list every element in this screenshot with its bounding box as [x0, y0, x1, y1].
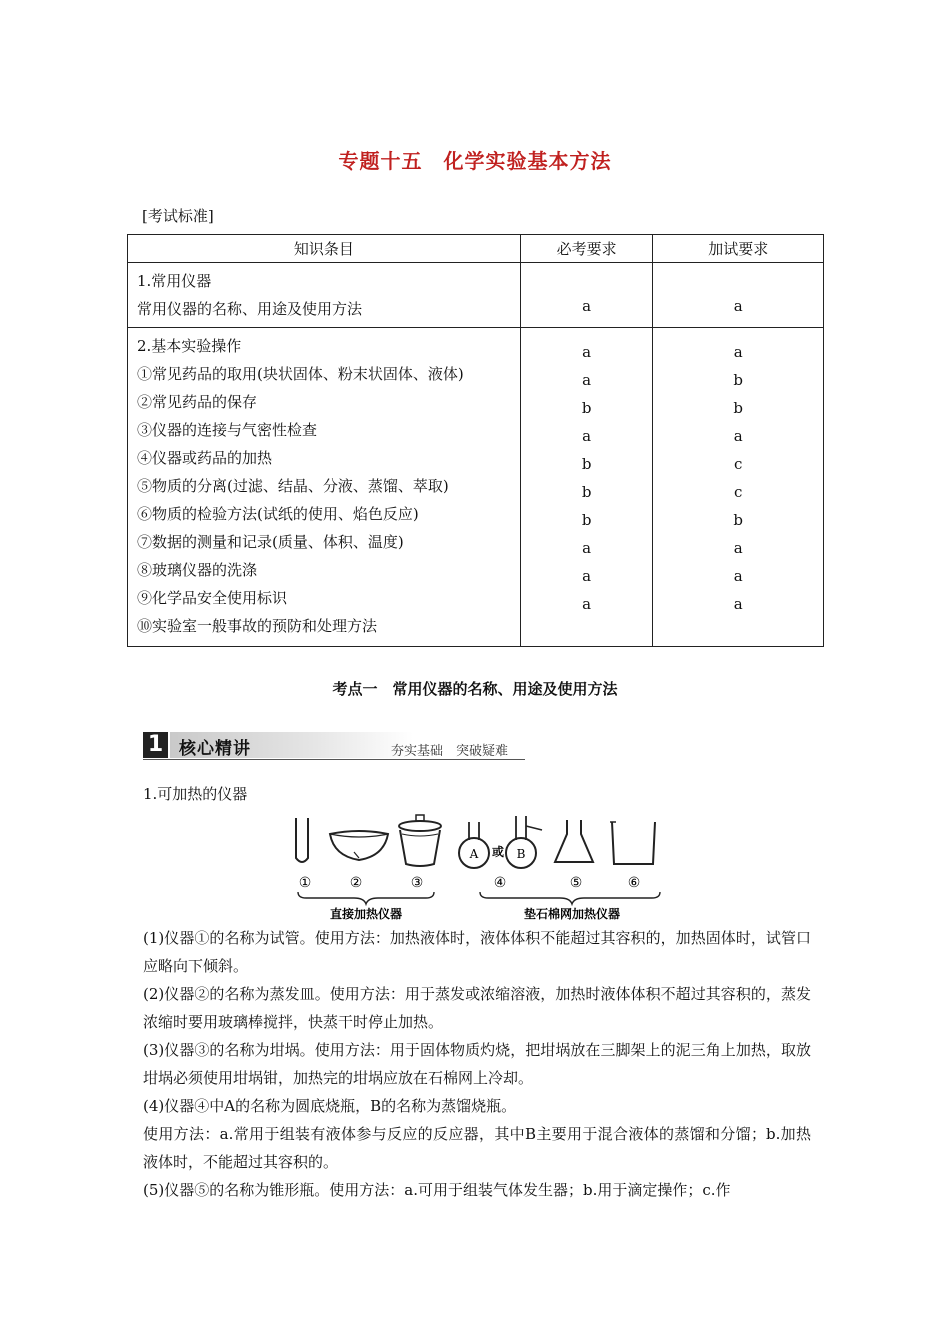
- header-knowledge: 知识条目: [128, 235, 521, 263]
- row2-item: ①常见药品的取用(块状固体、粉末状固体、液体): [137, 365, 464, 383]
- row2-item: ④仪器或药品的加热: [137, 449, 273, 467]
- standards-table: [127, 234, 824, 647]
- row1-line: 常用仪器的名称、用途及使用方法: [137, 300, 363, 318]
- banner-rule: [143, 759, 525, 760]
- section-title: 1.可加热的仪器: [143, 785, 248, 803]
- required-value: b: [581, 483, 592, 501]
- extra-value: a: [733, 567, 743, 585]
- heatable-instruments-figure: [280, 812, 680, 924]
- gauze-heating-bracket: [480, 892, 660, 904]
- gauze-heating-label: 垫石棉网加热仪器: [523, 907, 621, 921]
- instrument-number: ⑤: [569, 875, 583, 891]
- paragraph: (2)仪器②的名称为蒸发皿。使用方法：用于蒸发或浓缩溶液，加热时液体体积不超过其容积的，蒸发浓缩时要用玻璃棒搅拌，快蒸干时停止加热。: [143, 985, 811, 1031]
- row2-heading: 2.基本实验操作: [137, 337, 242, 355]
- instrument-number: ③: [410, 875, 424, 891]
- or-label: 或: [491, 845, 505, 859]
- required-value: a: [582, 539, 592, 557]
- extra-value: c: [734, 483, 743, 501]
- table-row: [128, 263, 824, 328]
- row2-extra: [653, 328, 824, 647]
- standard-label: [考试标准]: [142, 207, 214, 225]
- row1-extra: a: [653, 263, 824, 328]
- row2-item: ②常见药品的保存: [137, 393, 258, 411]
- paragraph: (1)仪器①的名称为试管。使用方法：加热液体时，液体体积不能超过其容积的，加热固体时，试管口应略向下倾斜。: [143, 929, 811, 975]
- crucible-icon: [399, 815, 441, 866]
- row2-item: ③仪器的连接与气密性检查: [137, 421, 318, 439]
- required-value: a: [582, 427, 592, 445]
- round-bottom-flask-icon: [459, 822, 489, 868]
- extra-value: b: [733, 371, 744, 389]
- paragraph: (5)仪器⑤的名称为锥形瓶。使用方法：a.可用于组装气体发生器；b.用于滴定操作；c.作: [143, 1181, 731, 1199]
- row2-knowledge: [128, 328, 521, 647]
- required-value: a: [582, 343, 592, 361]
- required-value: b: [581, 455, 592, 473]
- extra-value: b: [733, 511, 744, 529]
- instrument-number: ②: [349, 875, 363, 891]
- required-value: a: [582, 567, 592, 585]
- table-row: [128, 328, 824, 647]
- kaodian-title: 考点一 常用仪器的名称、用途及使用方法: [332, 680, 618, 698]
- row1-required: a: [520, 263, 653, 328]
- extra-value: a: [733, 343, 743, 361]
- flask-a-label: A: [469, 847, 479, 861]
- direct-heating-label: 直接加热仪器: [329, 907, 403, 921]
- row2-item: ⑩实验室一般事故的预防和处理方法: [137, 617, 378, 635]
- beaker-icon: [612, 822, 655, 864]
- row1-line: 1.常用仪器: [137, 272, 212, 290]
- extra-value: a: [733, 427, 743, 445]
- row1-knowledge: [128, 263, 521, 328]
- flask-b-label: B: [516, 847, 526, 861]
- instrument-number: ④: [493, 875, 507, 891]
- header-required: 必考要求: [520, 235, 653, 263]
- direct-heating-bracket: [298, 892, 434, 904]
- required-value: a: [582, 371, 592, 389]
- extra-value: b: [733, 399, 744, 417]
- table-header-row: [128, 235, 824, 263]
- conical-flask-icon: [555, 820, 593, 862]
- test-tube-icon: [296, 818, 308, 862]
- row2-item: ⑦数据的测量和记录(质量、体积、温度): [137, 533, 404, 551]
- instrument-number: ①: [298, 875, 312, 891]
- row2-item: ⑤物质的分离(过滤、结晶、分液、蒸馏、萃取): [137, 477, 449, 495]
- required-value: a: [582, 595, 592, 613]
- extra-value: a: [733, 539, 743, 557]
- required-value: b: [581, 399, 592, 417]
- paragraph: (3)仪器③的名称为坩埚。使用方法：用于固体物质灼烧，把坩埚放在三脚架上的泥三角上加热，取放坩埚必须使用坩埚钳，加热完的坩埚应放在石棉网上冷却。: [143, 1041, 811, 1087]
- core-banner: [143, 732, 525, 760]
- banner-number: 1: [143, 732, 168, 758]
- banner-label: 核心精讲: [179, 739, 251, 759]
- paragraph: (4)仪器④中A的名称为圆底烧瓶，B的名称为蒸馏烧瓶。: [143, 1097, 517, 1115]
- header-extra: 加试要求: [653, 235, 824, 263]
- row2-item: ⑧玻璃仪器的洗涤: [137, 561, 258, 579]
- extra-value: a: [733, 595, 743, 613]
- banner-subtitle: 夯实基础 突破疑难: [391, 744, 509, 759]
- row2-required: [520, 328, 653, 647]
- required-value: b: [581, 511, 592, 529]
- row2-item: ⑨化学品安全使用标识: [137, 589, 288, 607]
- page-title: 专题十五 化学实验基本方法: [338, 149, 612, 173]
- extra-value: c: [734, 455, 743, 473]
- paragraph: 使用方法：a.常用于组装有液体参与反应的反应器，其中B主要用于混合液体的蒸馏和分馏；b.加热液体时，不能超过其容积的。: [143, 1125, 811, 1171]
- instrument-number: ⑥: [627, 875, 641, 891]
- row2-item: ⑥物质的检验方法(试纸的使用、焰色反应): [137, 505, 419, 523]
